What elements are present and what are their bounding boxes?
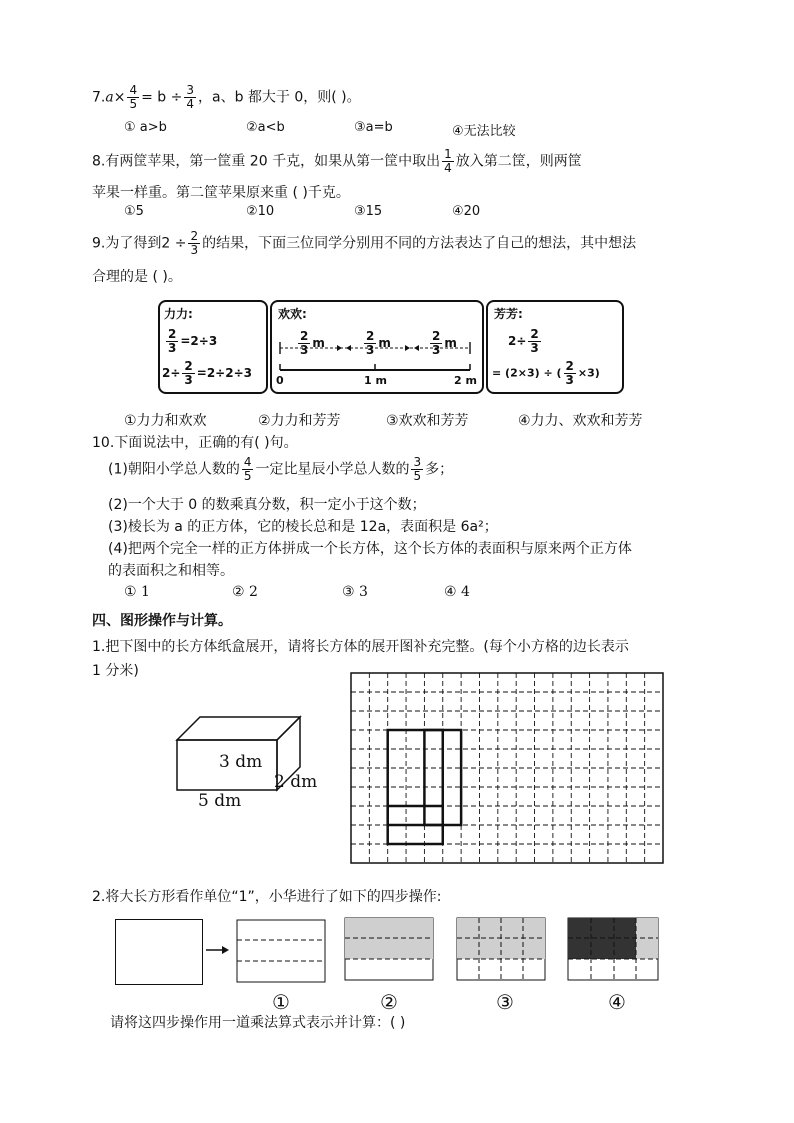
step-label-3: ③ [496,990,514,1014]
q10-title: 10.下面说法中，正确的有( )句。 [92,435,298,451]
axis-mid: 1 m [364,374,387,387]
q9-option-4[interactable]: ④力力、欢欢和芳芳 [518,413,643,429]
step-4-rect [567,917,661,983]
lili-line1: $\frac{2}{3}$ =2÷3 [168,327,218,355]
seg-label-2: $\frac{2}{3}$ m [366,329,391,357]
q10-option-4[interactable]: ④ 4 [444,584,470,600]
axis-start: 0 [276,374,284,387]
q9-option-3[interactable]: ③欢欢和芳芳 [386,413,469,429]
section4-heading: 四、图形操作与计算。 [92,613,232,629]
dim-height: 3 dm [219,752,263,772]
q9-line1: 9.为了得到2 ÷ $\frac{2}{3}$ 的结果，下面三位同学分别用不同的方法表达了自己的想法，其中想法 [92,229,637,257]
q9-line2: 合理的是 ( )。 [92,269,182,285]
seg-label-1: $\frac{2}{3}$ m [300,329,325,357]
q9-frac: $\frac{2}{3}$ [190,229,199,257]
q7-option-4[interactable]: ④无法比较 [452,124,516,139]
p2-line: 2.将大长方形看作单位“1”，小华进行了如下的四步操作: [92,889,442,905]
seg-label-3: $\frac{2}{3}$ m [432,329,457,357]
step-label-2: ② [380,990,398,1014]
q7-frac1: $\frac{4}{5}$ [129,83,138,111]
q10-option-1[interactable]: ① 1 [124,584,150,600]
q10-s2: (2)一个大于 0 的数乘真分数，积一定小于这个数； [108,497,426,513]
q8-option-1[interactable]: ①5 [124,204,144,219]
q7-option-1[interactable]: ① a>b [124,120,167,135]
step-3-rect [456,917,548,983]
q7-frac2: $\frac{3}{4}$ [186,83,194,111]
q8-option-4[interactable]: ④20 [452,204,481,219]
step-2-rect [344,917,436,983]
huanhuan-title: 欢欢: [278,307,307,321]
box-lili [158,300,268,394]
q8-line1: 8.有两筐苹果，第一筐重 20 千克，如果从第一筐中取出 $\frac{1}{4}$ 放入第二筐，则两筐 [92,147,582,175]
lili-line2: 2÷ $\frac{2}{3}$ =2÷2÷3 [162,359,252,387]
q10-option-2[interactable]: ② 2 [232,584,258,600]
p1-line2: 1 分米) [92,663,139,679]
step-0-rect [115,919,203,985]
q8-line2: 苹果一样重。第二筐苹果原来重 ( )千克。 [92,185,350,201]
q7-line: 7.a× $\frac{4}{5}$ = b ÷ $\frac{3}{4}$ ，a、b 都大于 0，则( )。 [92,83,361,111]
fangfang-line2: = (2×3) ÷ ( $\frac{2}{3}$ ×3) [492,359,600,387]
q8-option-3[interactable]: ③15 [354,204,383,219]
step-label-4: ④ [608,990,626,1014]
net-grid[interactable] [350,672,664,864]
p2-answer-line[interactable]: 请将这四步操作用一道乘法算式表示并计算：( ) [110,1015,406,1031]
q8-frac: $\frac{1}{4}$ [444,147,452,175]
step-1-rect [236,919,328,985]
fangfang-line1: 2÷ $\frac{2}{3}$ [508,327,539,355]
q7-option-2[interactable]: ②a<b [246,120,285,135]
q10-option-3[interactable]: ③ 3 [342,584,368,600]
q10-s3: (3)棱长为 a 的正方体，它的棱长总和是 12a，表面积是 6a²； [108,519,498,535]
q9-option-1[interactable]: ①力力和欢欢 [124,413,207,429]
q10-s4-line2: 的表面积之和相等。 [108,563,234,579]
q7-option-3[interactable]: ③a=b [354,120,393,135]
q10-s1: (1)朝阳小学总人数的 $\frac{4}{5}$ 一定比星辰小学总人数的 $\frac{3}{5}$ 多； [108,455,454,483]
box-fangfang [486,300,624,394]
net-face-left [388,730,443,825]
axis-end: 2 m [454,374,477,387]
lili-title: 力力: [164,307,193,321]
dim-depth: 2 dm [274,772,318,792]
step-label-1: ① [272,990,290,1014]
p1-line1: 1.把下图中的长方体纸盒展开，请将长方体的展开图补充完整。(每个小方格的边长表示 [92,639,629,655]
fangfang-title: 芳芳: [494,307,523,321]
box-huanhuan [270,300,484,394]
q10-s4-line1: (4)把两个完全一样的正方体拼成一个长方体，这个长方体的表面积与原来两个正方体 [108,541,632,557]
q9-option-2[interactable]: ②力力和芳芳 [258,413,341,429]
q8-option-2[interactable]: ②10 [246,204,275,219]
arrow-icon [204,944,230,956]
dim-width: 5 dm [198,791,242,811]
